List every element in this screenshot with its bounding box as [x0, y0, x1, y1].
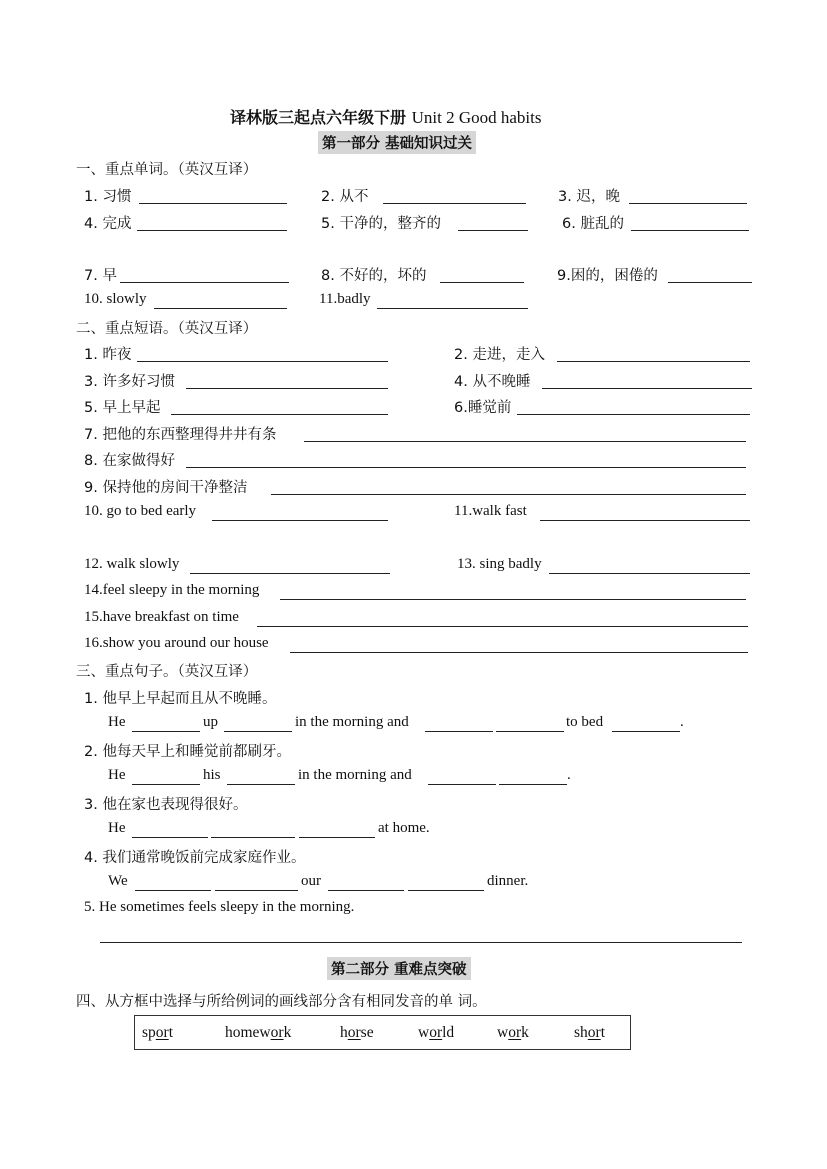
sentence-1-prompt: 1. 他早上早起而且从不晚睡。: [84, 691, 277, 707]
sentence-3-word: at home.: [378, 820, 430, 836]
word-horse[interactable]: horse: [340, 1024, 374, 1041]
blank[interactable]: [499, 784, 567, 785]
answer-line[interactable]: [668, 282, 752, 283]
answer-line[interactable]: [631, 230, 749, 231]
word-world[interactable]: world: [418, 1024, 455, 1041]
sentence-1-word: He: [108, 714, 126, 730]
answer-line[interactable]: [190, 573, 390, 574]
sentence-2-period: .: [567, 767, 571, 783]
word-item-7: 7. 早: [84, 268, 117, 284]
sentence-4-word: dinner.: [487, 873, 529, 889]
sentence-3-word: He: [108, 820, 126, 836]
answer-line[interactable]: [517, 414, 750, 415]
word-item-2: 2. 从不: [321, 189, 369, 205]
blank[interactable]: [428, 784, 496, 785]
word-item-5: 5. 干净的，整齐的: [321, 216, 441, 232]
word-item-3: 3. 迟，晚: [558, 189, 620, 205]
answer-line[interactable]: [629, 203, 747, 204]
phrase-item-1: 1. 昨夜: [84, 347, 132, 363]
sentence-2-word: in the morning and: [298, 767, 412, 783]
word-item-9: 9.困的，困倦的: [557, 268, 658, 284]
sentence-1-word: in the morning and: [295, 714, 409, 730]
phrase-item-6: 6.睡觉前: [454, 400, 512, 416]
sentence-1-word: to bed: [566, 714, 604, 730]
sentence-4-word: our: [301, 873, 321, 889]
word-box: [134, 1015, 631, 1050]
phrase-item-11: 11.walk fast: [454, 503, 527, 519]
answer-line[interactable]: [137, 361, 388, 362]
answer-line[interactable]: [257, 626, 748, 627]
answer-line[interactable]: [100, 942, 742, 943]
title-english: Unit 2 Good habits: [411, 108, 542, 127]
phrase-item-7: 7. 把他的东西整理得井井有条: [84, 427, 277, 443]
phrase-item-8: 8. 在家做得好: [84, 453, 175, 469]
word-item-8: 8. 不好的，坏的: [321, 268, 427, 284]
phrase-item-9: 9. 保持他的房间干净整洁: [84, 480, 248, 496]
phrase-item-16: 16.show you around our house: [84, 635, 269, 651]
word-short[interactable]: short: [574, 1024, 606, 1041]
blank[interactable]: [425, 731, 493, 732]
answer-line[interactable]: [137, 230, 287, 231]
word-item-10: 10. slowly: [84, 291, 147, 307]
section1-heading: 一、重点单词。（英汉互译）: [76, 162, 258, 178]
answer-line[interactable]: [186, 467, 746, 468]
word-homework[interactable]: homework: [225, 1024, 292, 1041]
title-chinese: 译林版三起点六年级下册: [230, 108, 407, 127]
answer-line[interactable]: [171, 414, 388, 415]
part2-heading: 第二部分 重难点突破: [327, 957, 471, 980]
word-item-11: 11.badly: [319, 291, 371, 307]
answer-line[interactable]: [304, 441, 746, 442]
phrase-item-15: 15.have breakfast on time: [84, 609, 239, 625]
answer-line[interactable]: [540, 520, 750, 521]
phrase-item-5: 5. 早上早起: [84, 400, 161, 416]
sentence-5-prompt: 5. He sometimes feels sleepy in the morning.: [84, 899, 355, 915]
phrase-item-4: 4. 从不晚睡: [454, 374, 531, 390]
sentence-2-prompt: 2. 他每天早上和睡觉前都刷牙。: [84, 744, 291, 760]
answer-line[interactable]: [290, 652, 748, 653]
phrase-item-13: 13. sing badly: [457, 556, 542, 572]
sentence-4-word: We: [108, 873, 128, 889]
word-item-4: 4. 完成: [84, 216, 132, 232]
sentence-3-prompt: 3. 他在家也表现得很好。: [84, 797, 248, 813]
blank[interactable]: [135, 890, 211, 891]
blank[interactable]: [328, 890, 404, 891]
answer-line[interactable]: [280, 599, 746, 600]
answer-line[interactable]: [139, 203, 287, 204]
blank[interactable]: [132, 731, 200, 732]
phrase-item-2: 2. 走进，走入: [454, 347, 545, 363]
blank[interactable]: [215, 890, 298, 891]
sentence-1-word: up: [203, 714, 218, 730]
sentence-2-word: He: [108, 767, 126, 783]
blank[interactable]: [227, 784, 295, 785]
answer-line[interactable]: [557, 361, 750, 362]
phrase-item-3: 3. 许多好习惯: [84, 374, 175, 390]
blank[interactable]: [408, 890, 484, 891]
sentence-1-period: .: [680, 714, 684, 730]
blank[interactable]: [224, 731, 292, 732]
blank[interactable]: [496, 731, 564, 732]
answer-line[interactable]: [383, 203, 526, 204]
answer-line[interactable]: [212, 520, 388, 521]
answer-line[interactable]: [549, 573, 750, 574]
answer-line[interactable]: [271, 494, 746, 495]
answer-line[interactable]: [542, 388, 752, 389]
phrase-item-10: 10. go to bed early: [84, 503, 197, 519]
answer-line[interactable]: [377, 308, 528, 309]
sentence-2-word: his: [203, 767, 221, 783]
answer-line[interactable]: [440, 282, 524, 283]
word-sport[interactable]: sport: [142, 1024, 174, 1041]
answer-line[interactable]: [120, 282, 289, 283]
blank[interactable]: [211, 837, 295, 838]
page-title: [230, 105, 541, 128]
word-work[interactable]: work: [497, 1024, 529, 1041]
section2-heading: 二、重点短语。（英汉互译）: [76, 321, 258, 337]
phrase-item-14: 14.feel sleepy in the morning: [84, 582, 260, 598]
section3-heading: 三、重点句子。（英汉互译）: [76, 664, 258, 680]
blank[interactable]: [132, 784, 200, 785]
answer-line[interactable]: [186, 388, 388, 389]
answer-line[interactable]: [154, 308, 287, 309]
phrase-item-12: 12. walk slowly: [84, 556, 180, 572]
blank[interactable]: [299, 837, 375, 838]
blank[interactable]: [132, 837, 208, 838]
word-item-6: 6. 脏乱的: [562, 216, 624, 232]
blank[interactable]: [612, 731, 680, 732]
answer-line[interactable]: [458, 230, 528, 231]
word-item-1: 1. 习惯: [84, 189, 132, 205]
section4-heading: 四、从方框中选择与所给例词的画线部分含有相同发音的单 词。: [76, 994, 487, 1010]
sentence-4-prompt: 4. 我们通常晚饭前完成家庭作业。: [84, 850, 306, 866]
part1-heading: 第一部分 基础知识过关: [318, 131, 476, 154]
